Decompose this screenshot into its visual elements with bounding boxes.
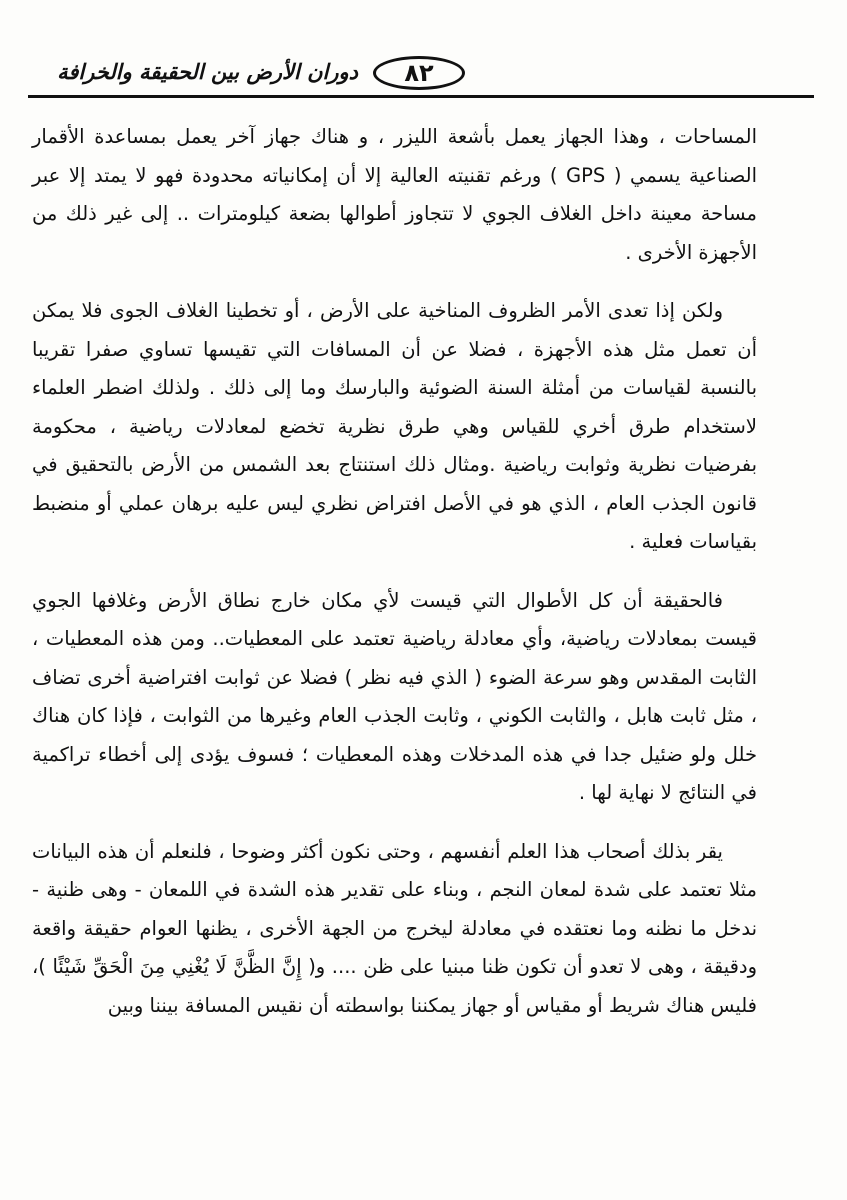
running-title: دوران الأرض بين الحقيقة والخرافة: [57, 60, 358, 84]
paragraph: ولكن إذا تعدى الأمر الظروف المناخية على الأرض ، أو تخطينا الغلاف الجوى فلا يمكن أن تعمل مثل هذه الأجهزة ، فضلا عن أن المسافات التي تقيسها تساوي صفرا تقريبا بالنسبة لقياسات من أمثلة السنة الضوئية والبارسك وما إلى ذلك . ولذلك اضطر العلماء لاستخدام طرق أخري للقياس وهي طرق نظرية تخضع لمعادلات رياضية ، محكومة بفرضيات نظرية وثوابت رياضية .ومثال ذلك استنتاج بعد الشمس من الأرض بالتحقيق في قانون الجذب العام ، الذي هو في الأصل افتراض نظري ليس عليه برهان عملي أو منضبط بقياسات فعلية .: [32, 299, 757, 553]
paragraph: فالحقيقة أن كل الأطوال التي قيست لأي مكان خارج نطاق الأرض وغلافها الجوي قيست بمعادلات رياضية، وأي معادلة رياضية تعتمد على المعطيات.. ومن هذه المعطيات ، الثابت المقدس وهو سرعة الضوء ( الذي فيه نظر ) فضلا عن ثوابت افتراضية أخرى تضاف ، مثل ثابت هابل ، والثابت الكوني ، وثابت الجذب العام وغيرها من الثوابت ، فإذا كان هناك خلل ولو ضئيل جدا في هذه المدخلات وهذه المعطيات ؛ فسوف يؤدى إلى أخطاء تراكمية في النتائج لا نهاية لها .: [32, 588, 757, 804]
body-text: [32, 118, 757, 1045]
paragraph: يقر بذلك أصحاب هذا العلم أنفسهم ، وحتى نكون أكثر وضوحا ، فلنعلم أن هذه البيانات مثلا تعتمد على شدة لمعان النجم ، وبناء على تقدير هذه الشدة في اللمعان - وهى ظنية - ندخل ما نظنه وما نعتقده في معادلة ليخرج من الجهة الأخرى ، يظنها العوام حقيقة واقعة ودقيقة ، وهى لا تعدو أن تكون ظنا مبنيا على ظن .... و( إِنَّ الظَّنَّ لَا يُغْنِي مِنَ الْحَقِّ شَيْئًا )، فليس هناك شريط أو مقياس أو جهاز يمكننا بواسطته أن نقيس المسافة بيننا وبين: [32, 839, 757, 1017]
paragraph: المساحات ، وهذا الجهاز يعمل بأشعة الليزر ، و هناك جهاز آخر يعمل بمساعدة الأقمار الصناعية يسمي ( GPS ) ورغم تقنيته العالية إلا أن إمكانياته محدودة فهو لا يمتد إلا عبر مساحة معينة داخل الغلاف الجوي لا تتجاوز أطوالها بضعة كيلومترات .. إلى غير ذلك من الأجهزة الأخرى .: [32, 125, 758, 264]
header-rule: [28, 95, 814, 98]
page-header: [28, 52, 814, 102]
page-number: ٨٢: [373, 56, 465, 90]
